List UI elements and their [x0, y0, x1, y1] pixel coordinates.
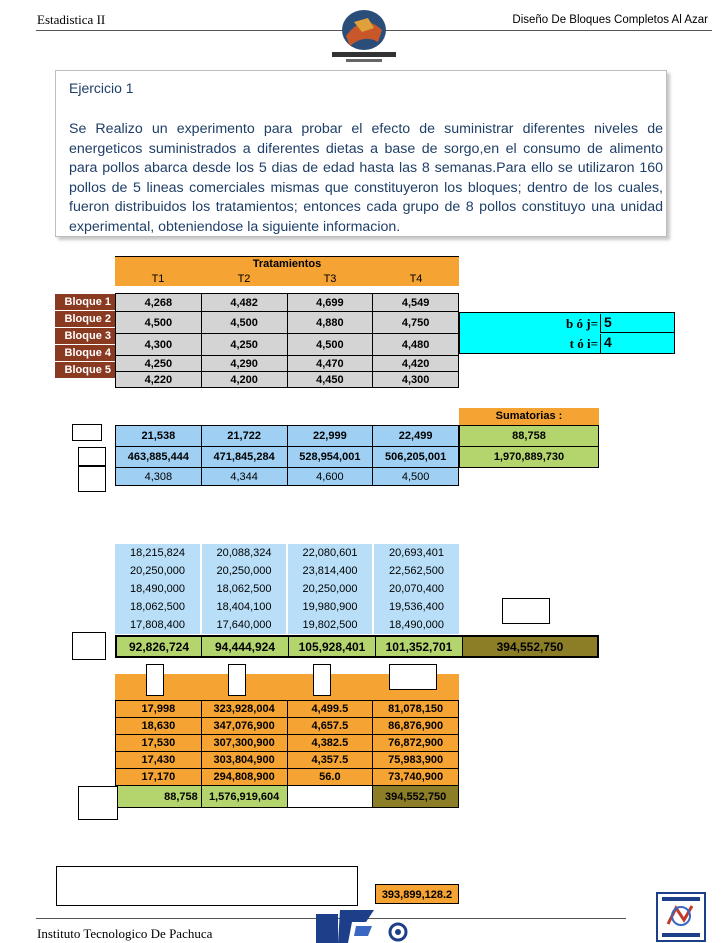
- mean-cell: 4,344: [201, 468, 287, 486]
- table-cell: 18,215,824: [115, 544, 201, 562]
- formula-box: [78, 466, 106, 492]
- squares-totals: [115, 635, 599, 658]
- column-header: T3: [287, 271, 373, 286]
- table-row: [115, 580, 459, 598]
- table-cell: 4,699: [287, 294, 373, 312]
- table-cell: 347,076,900: [201, 718, 287, 735]
- institute-logo: [328, 6, 400, 64]
- table-row: [116, 312, 459, 334]
- table-cell: 17,998: [116, 701, 202, 718]
- table-cell: 19,802,500: [287, 616, 373, 634]
- table-row: [116, 636, 598, 657]
- quality-badge-icon: [656, 892, 706, 942]
- formula-box: [502, 598, 550, 624]
- table-cell: 4,499.5: [287, 701, 373, 718]
- treatments-data: [115, 293, 459, 388]
- total-cell: 92,826,724: [116, 636, 202, 657]
- formula-box: [313, 664, 331, 696]
- square-cell: 471,845,284: [201, 447, 287, 468]
- table-row: [115, 562, 459, 580]
- table-row: [116, 447, 459, 468]
- mean-cell: 4,600: [287, 468, 373, 486]
- b-label: b ó j=: [566, 316, 598, 331]
- table-cell: 294,808,900: [201, 769, 287, 786]
- formula-box: [78, 786, 118, 820]
- table-row: [116, 786, 459, 808]
- table-row: [116, 334, 459, 356]
- table-cell: 4,750: [373, 312, 459, 334]
- table-cell: 20,250,000: [287, 580, 373, 598]
- table-cell: 22,562,500: [373, 562, 459, 580]
- exercise-text: Se Realizo un experimento para probar el efecto de suministrar diferentes niveles de energeticos suministrados a diferentes dietas a base de sorgo,en el consumo de alimento para pollos abarca desde los 5 dias de edad hasta las 8 semanas.Para ello se utilizaron 160 pollos de 5 lineas comerciales mismas que constituyeron los bloques; dentro de los cuales, fueron distribuidos los tratamientos; entonces cada grupo de 8 pollos constituyo una unidad experimental, obteniendose la siguiente informacion.: [69, 121, 663, 235]
- table-cell: 18,062,500: [201, 580, 287, 598]
- table-cell: 17,808,400: [115, 616, 201, 634]
- table-cell: 76,872,900: [373, 735, 459, 752]
- table-cell: 86,876,900: [373, 718, 459, 735]
- header-left: Estadistica II: [37, 12, 106, 27]
- table-cell: 20,070,400: [373, 580, 459, 598]
- block-label: Bloque 1: [55, 294, 115, 311]
- formula-box: [72, 424, 102, 441]
- table-cell: 307,300,900: [201, 735, 287, 752]
- formula-box: [389, 664, 437, 690]
- table-cell: 56.0: [287, 769, 373, 786]
- square-cell: 506,205,001: [373, 447, 459, 468]
- table-cell: 20,250,000: [115, 562, 201, 580]
- table-cell: 4,500: [201, 312, 287, 334]
- formula-box: [78, 447, 106, 466]
- table-cell: 17,170: [116, 769, 202, 786]
- table-row: [115, 544, 459, 562]
- sums-total-table: [459, 425, 599, 468]
- table-row: [116, 426, 459, 447]
- table-cell: 19,980,900: [287, 598, 373, 616]
- table-row: [115, 598, 459, 616]
- total-cell: 21,538: [116, 426, 202, 447]
- table-cell: 18,404,100: [201, 598, 287, 616]
- table-cell: 323,928,004: [201, 701, 287, 718]
- treatments-table: [115, 256, 459, 286]
- table-cell: 4,382.5: [287, 735, 373, 752]
- table-row: [116, 701, 459, 718]
- table-cell: 4,220: [116, 372, 202, 388]
- total-cell: 21,722: [201, 426, 287, 447]
- total-cell: 101,352,701: [376, 636, 463, 657]
- table-cell: 81,078,150: [373, 701, 459, 718]
- formula-box: [56, 866, 358, 906]
- header-right: Diseño De Bloques Completos Al Azar: [512, 14, 708, 26]
- table-cell: 18,630: [116, 718, 202, 735]
- sums-table: [115, 425, 459, 486]
- t-label: t ó i=: [569, 336, 598, 351]
- column-header: T1: [115, 271, 201, 286]
- table-cell: 4,549: [373, 294, 459, 312]
- total-cell: [287, 786, 373, 808]
- formula-box: [228, 664, 246, 696]
- t-value: 4: [600, 334, 675, 353]
- b-value: 5: [600, 314, 675, 333]
- total-cell: 22,499: [373, 426, 459, 447]
- table-row: [116, 294, 459, 312]
- table-cell: 4,300: [373, 372, 459, 388]
- column-header: T4: [373, 271, 459, 286]
- table-cell: 20,693,401: [373, 544, 459, 562]
- table-cell: 4,657.5: [287, 718, 373, 735]
- table-cell: 17,430: [116, 752, 202, 769]
- square-cell: 463,885,444: [116, 447, 202, 468]
- table-row: [116, 769, 459, 786]
- mean-cell: 4,308: [116, 468, 202, 486]
- block-label: Bloque 3: [55, 328, 115, 345]
- block-label: Bloque 2: [55, 311, 115, 328]
- table-row: [116, 752, 459, 769]
- square-cell: 528,954,001: [287, 447, 373, 468]
- result-value: 393,899,128.2: [375, 884, 459, 904]
- table-row: [116, 468, 459, 486]
- footer-logos: [316, 906, 416, 943]
- total-cell: 94,444,924: [202, 636, 289, 657]
- table-row: [116, 735, 459, 752]
- table-cell: 18,490,000: [115, 580, 201, 598]
- total-cell: 394,552,750: [373, 786, 459, 808]
- table-cell: 4,420: [373, 356, 459, 372]
- table3: [115, 700, 459, 808]
- footer-left: Instituto Tecnologico De Pachuca: [37, 926, 213, 941]
- table-cell: 75,983,900: [373, 752, 459, 769]
- table-cell: 4,482: [201, 294, 287, 312]
- block-label: Bloque 4: [55, 345, 115, 362]
- table-cell: 73,740,900: [373, 769, 459, 786]
- sums-label: Sumatorias :: [459, 408, 599, 425]
- squares-sum: 1,970,889,730: [460, 447, 599, 468]
- table-row: [115, 616, 459, 634]
- table-cell: 4,480: [373, 334, 459, 356]
- table-cell: 20,088,324: [201, 544, 287, 562]
- column-header: T2: [201, 271, 287, 286]
- total-cell: 105,928,401: [289, 636, 376, 657]
- block-label: Bloque 5: [55, 362, 115, 379]
- table-cell: 17,530: [116, 735, 202, 752]
- table-cell: 4,200: [201, 372, 287, 388]
- grand-total: 394,552,750: [463, 636, 599, 657]
- table-row: [116, 372, 459, 388]
- table-cell: 4,250: [201, 334, 287, 356]
- formula-box: [146, 664, 164, 696]
- table-cell: 23,814,400: [287, 562, 373, 580]
- table-cell: 4,268: [116, 294, 202, 312]
- table-cell: 4,500: [116, 312, 202, 334]
- table-cell: 4,470: [287, 356, 373, 372]
- table-row: [116, 356, 459, 372]
- table-row: [116, 718, 459, 735]
- table-cell: 4,290: [201, 356, 287, 372]
- table-cell: 18,062,500: [115, 598, 201, 616]
- table-cell: 4,300: [116, 334, 202, 356]
- table-cell: 303,804,900: [201, 752, 287, 769]
- squares-table: [115, 544, 459, 634]
- table-cell: 18,490,000: [373, 616, 459, 634]
- formula-box: [72, 632, 106, 660]
- parameters-box: [459, 312, 675, 354]
- total-cell: 1,576,919,604: [201, 786, 287, 808]
- table-cell: 17,640,000: [201, 616, 287, 634]
- total-cell: 22,999: [287, 426, 373, 447]
- table-cell: 20,250,000: [201, 562, 287, 580]
- table-cell: 22,080,601: [287, 544, 373, 562]
- treatments-title: Tratamientos: [115, 257, 459, 272]
- table-cell: 4,357.5: [287, 752, 373, 769]
- table-cell: 4,250: [116, 356, 202, 372]
- table-cell: 4,500: [287, 334, 373, 356]
- mean-cell: 4,500: [373, 468, 459, 486]
- total-cell: 88,758: [116, 786, 202, 808]
- totals-sum: 88,758: [460, 426, 599, 447]
- exercise-title: Ejercicio 1: [69, 80, 134, 96]
- table-cell: 19,536,400: [373, 598, 459, 616]
- block-labels: [55, 294, 115, 379]
- table-cell: 4,880: [287, 312, 373, 334]
- table-cell: 4,450: [287, 372, 373, 388]
